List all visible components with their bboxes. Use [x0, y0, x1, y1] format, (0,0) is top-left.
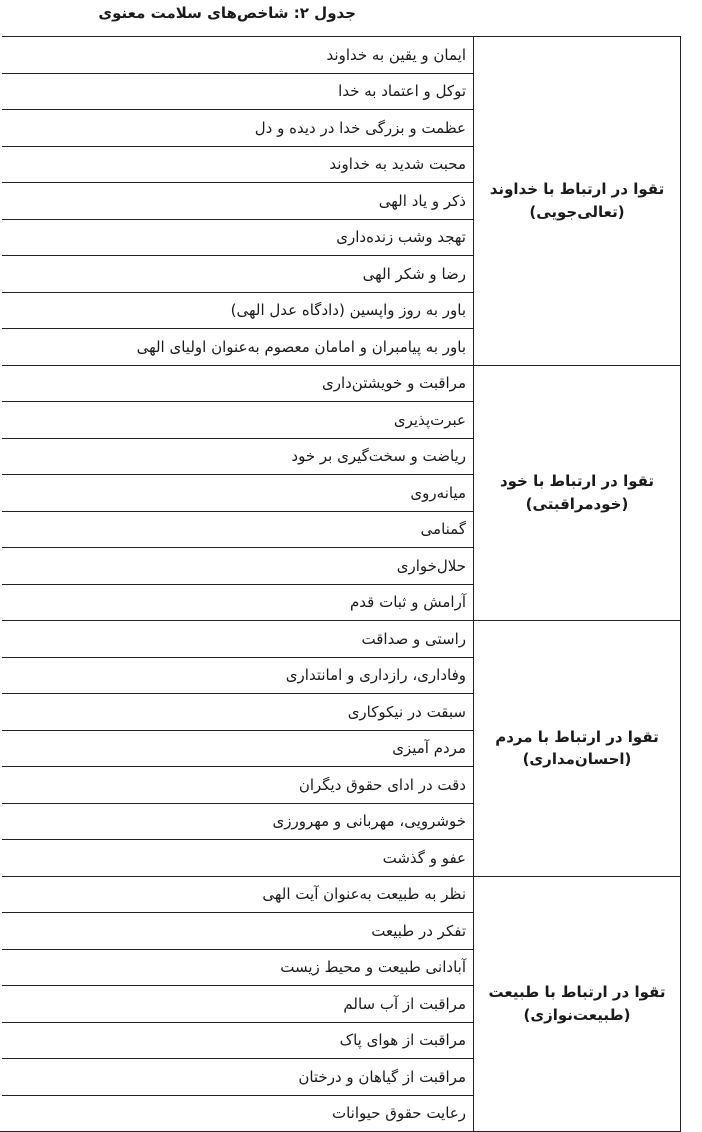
indicator-cell: ایمان و یقین به خداوند	[0, 37, 474, 74]
indicator-cell: عبرت‌پذیری	[0, 402, 474, 439]
indicator-cell: نظر به طبیعت به‌عنوان آیت الهی	[0, 876, 474, 913]
indicators-table	[0, 36, 681, 1132]
table-row	[0, 876, 681, 913]
indicator-cell: رعایت حقوق حیوانات	[0, 1095, 474, 1132]
group-title-cell	[474, 37, 681, 366]
group-title: تقوا در ارتباط با طبیعت	[488, 983, 666, 1002]
group-subtitle: (خودمراقبتی)	[525, 494, 629, 513]
indicator-cell: گمنامی	[0, 511, 474, 548]
indicator-cell: راستی و صداقت	[0, 621, 474, 658]
group-title: تقوا در ارتباط با خود	[499, 472, 655, 491]
indicator-cell: عظمت و بزرگی خدا در دیده و دل	[0, 110, 474, 147]
indicator-cell: عفو و گذشت	[0, 840, 474, 877]
indicator-cell: خوشرویی، مهربانی و مهرورزی	[0, 803, 474, 840]
indicator-cell: باور به پیامبران و امامان معصوم به‌عنوان اولیای الهی	[0, 329, 474, 366]
indicator-cell: تهجد وشب زنده‌داری	[0, 219, 474, 256]
indicator-cell: آبادانی طبیعت و محیط زیست	[0, 949, 474, 986]
table-left-edge	[0, 36, 2, 1118]
table-caption: جدول ۲: شاخص‌های سلامت معنوی	[98, 4, 356, 22]
indicator-cell: باور به روز واپسین (دادگاه عدل الهی)	[0, 292, 474, 329]
indicator-cell: توکل و اعتماد به خدا	[0, 73, 474, 110]
group-title-cell	[474, 621, 681, 877]
table-row	[0, 621, 681, 658]
indicator-cell: حلال‌خواری	[0, 548, 474, 585]
group-title-cell	[474, 876, 681, 1132]
indicator-cell: سبقت در نیکوکاری	[0, 694, 474, 731]
indicator-cell: دقت در ادای حقوق دیگران	[0, 767, 474, 804]
indicator-cell: مردم آمیزی	[0, 730, 474, 767]
table-row	[0, 365, 681, 402]
indicator-cell: مراقبت از گیاهان و درختان	[0, 1059, 474, 1096]
indicator-cell: تفکر در طبیعت	[0, 913, 474, 950]
indicator-cell: مراقبت از هوای پاک	[0, 1022, 474, 1059]
indicator-cell: ریاضت و سخت‌گیری بر خود	[0, 438, 474, 475]
indicator-cell: رضا و شکر الهی	[0, 256, 474, 293]
spiritual-health-table	[0, 36, 681, 1132]
group-title-cell	[474, 365, 681, 621]
indicator-cell: مراقبت از آب سالم	[0, 986, 474, 1023]
indicator-cell: میانه‌روی	[0, 475, 474, 512]
indicator-cell: محبت شدید به خداوند	[0, 146, 474, 183]
indicator-cell: آرامش و ثبات قدم	[0, 584, 474, 621]
table-row	[0, 37, 681, 74]
group-title: تقوا در ارتباط با خداوند	[489, 180, 665, 199]
group-subtitle: (تعالی‌جویی)	[529, 202, 625, 221]
indicator-cell: مراقبت و خویشتن‌داری	[0, 365, 474, 402]
group-subtitle: (طبیعت‌نوازی)	[523, 1005, 631, 1024]
group-subtitle: (احسان‌مداری)	[522, 750, 632, 769]
indicator-cell: وفاداری، رازداری و امانتداری	[0, 657, 474, 694]
indicator-cell: ذکر و یاد الهی	[0, 183, 474, 220]
group-title: تقوا در ارتباط با مردم	[495, 727, 659, 746]
